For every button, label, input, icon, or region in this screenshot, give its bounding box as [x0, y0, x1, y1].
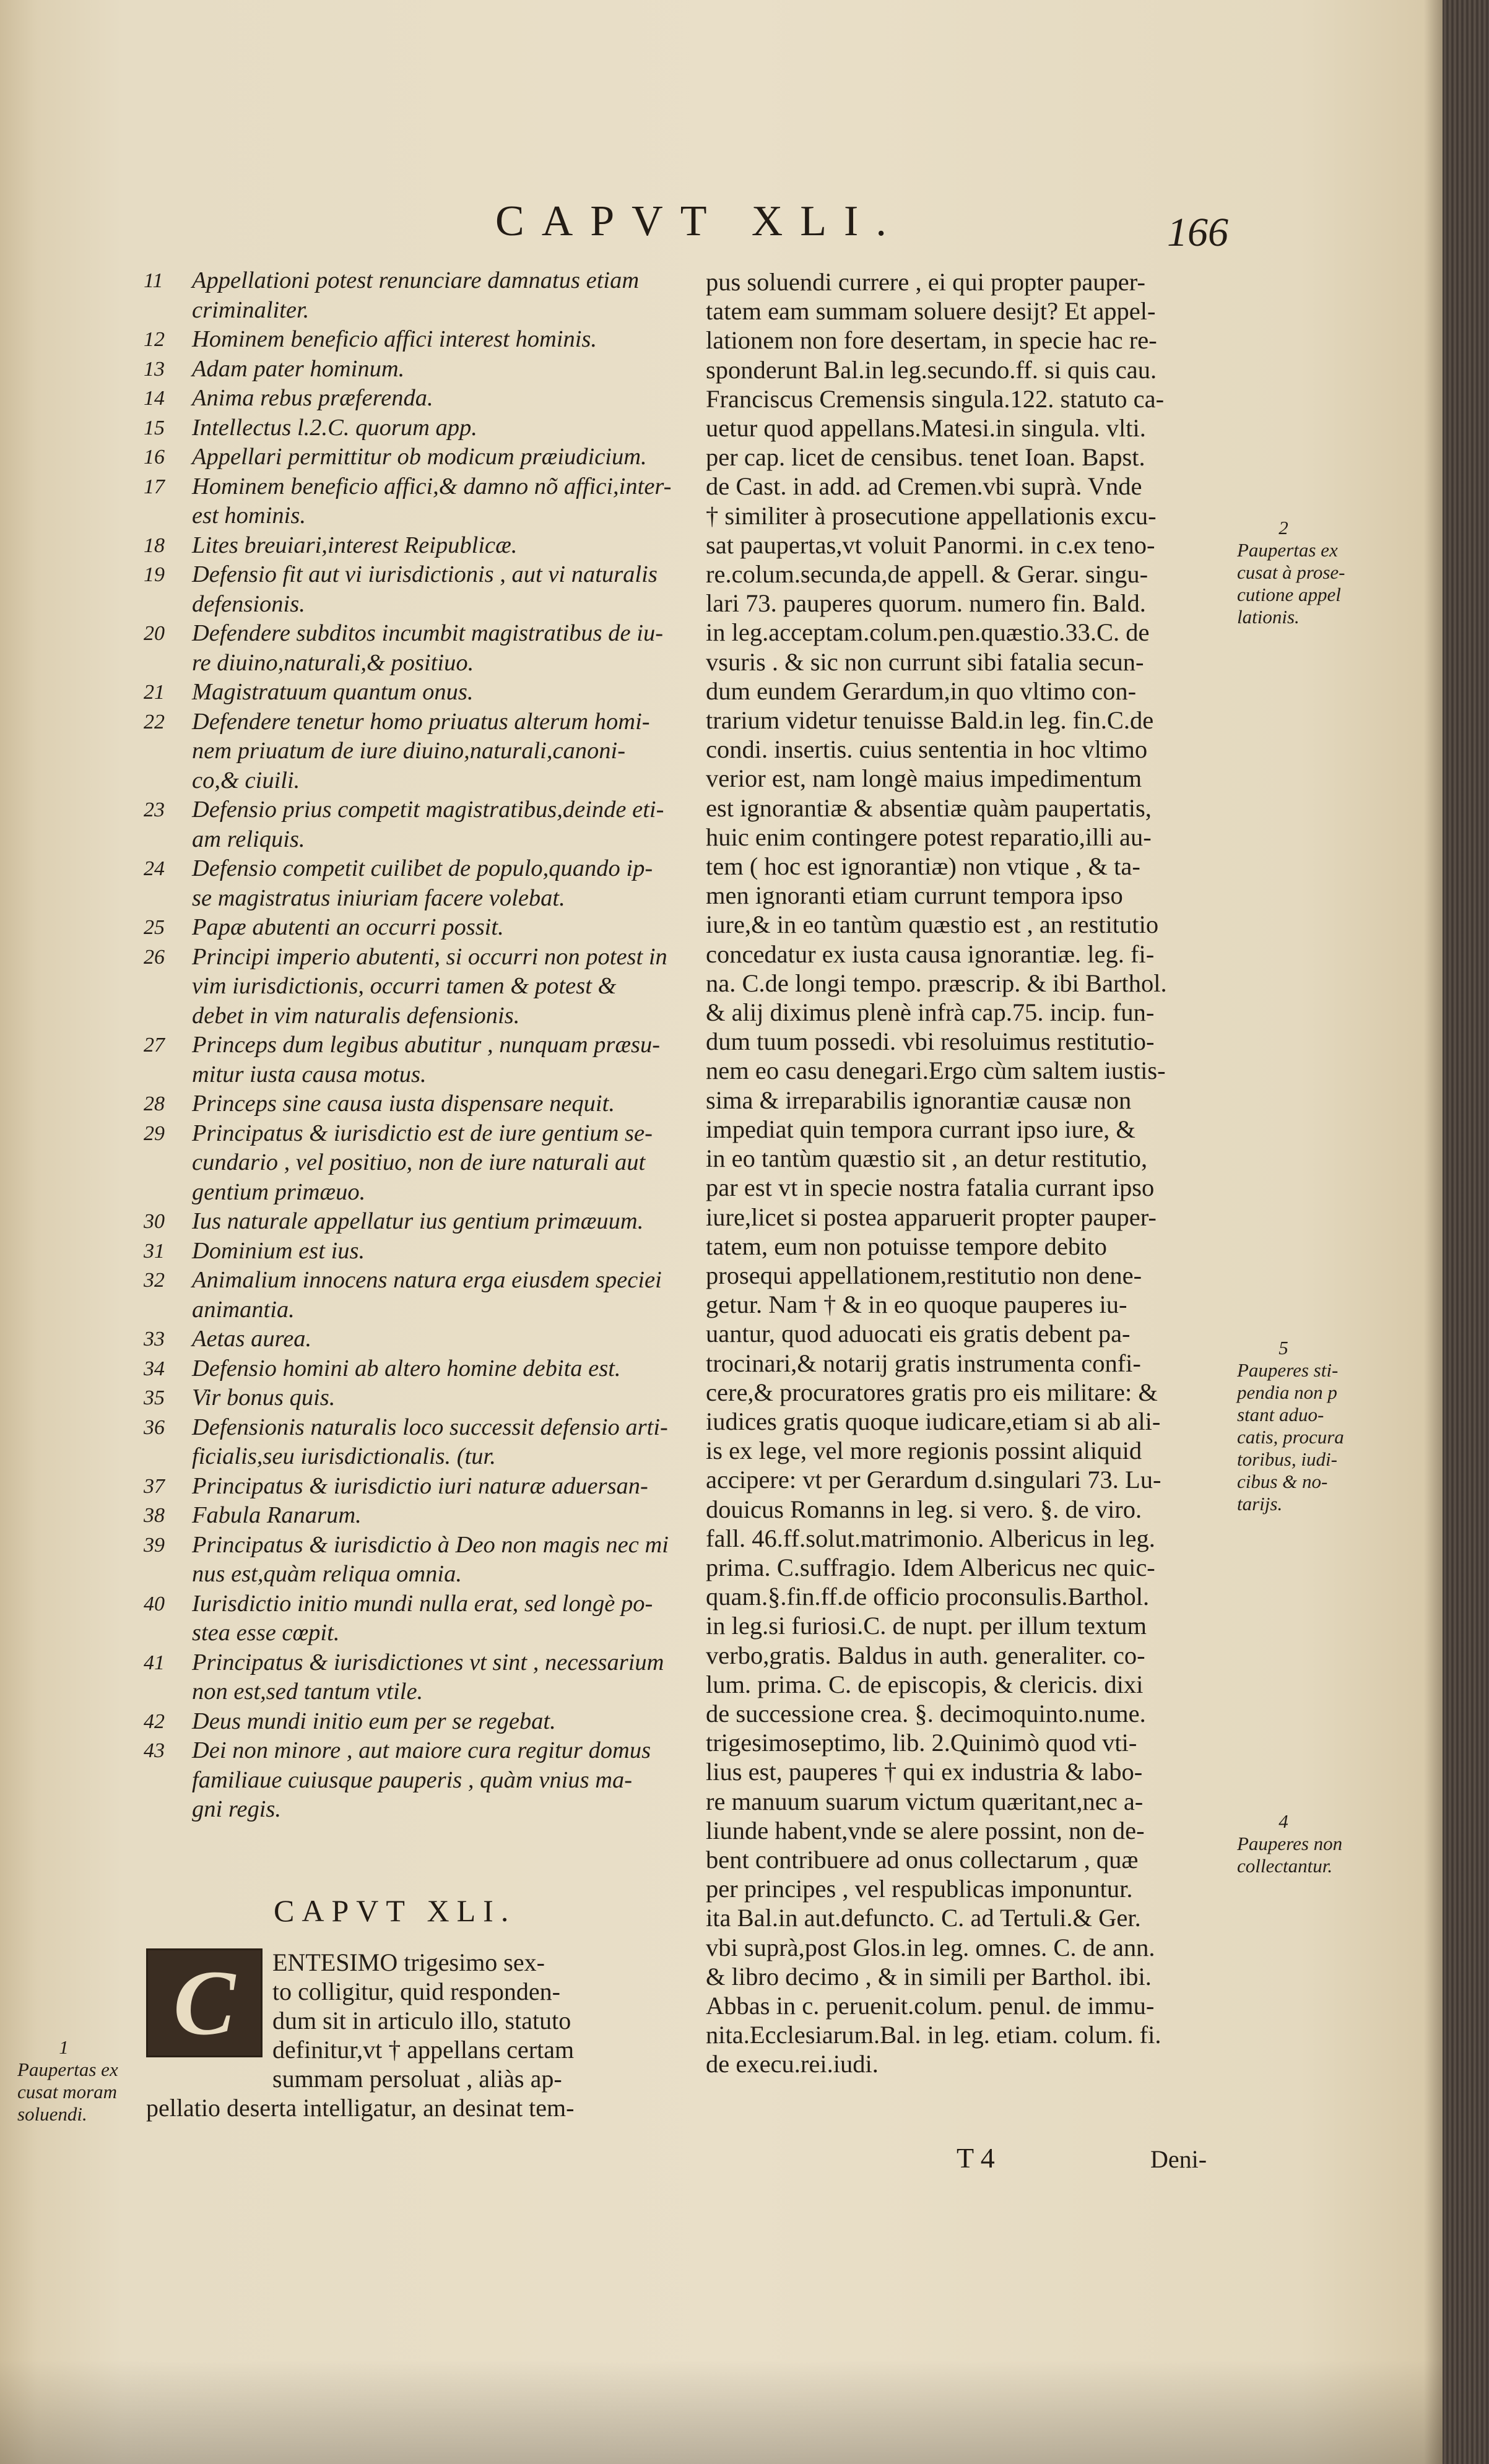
margin-note-line: Paupertas ex: [17, 2059, 118, 2080]
commentary-line: lationem non fore desertam, in specie hac re-: [706, 326, 1157, 355]
index-entry-number: 28: [144, 1092, 165, 1115]
index-entry: [144, 1001, 688, 1031]
commentary-line: verior est, nam longè maius impedimentum: [706, 764, 1142, 793]
margin-note-1: [17, 2036, 118, 2125]
commentary-line: sima & irreparabilis ignorantiæ causæ non: [706, 1086, 1132, 1114]
commentary-line: verbo,gratis. Baldus in auth. generaliter. co-: [706, 1641, 1145, 1669]
commentary-line: ita Bal.in aut.defuncto. C. ad Tertuli.& Ger.: [706, 1904, 1141, 1932]
commentary-line: tem ( hoc est ignorantiæ) non vtique , & ta-: [706, 852, 1140, 881]
index-entry: [144, 1589, 688, 1619]
commentary-line: concedatur ex iusta causa ignorantiæ. leg. fi-: [706, 940, 1155, 968]
index-entry-number: 36: [144, 1416, 165, 1439]
commentary-line: re.colum.secunda,de appell. & Gerar. singu-: [706, 560, 1148, 589]
index-entry-number: 38: [144, 1504, 165, 1527]
commentary-line: trocinari,& notarij gratis instrumenta confi-: [706, 1349, 1141, 1377]
index-entry: [144, 1766, 688, 1796]
index-entry-text: Defensio fit aut vi iurisdictionis , aut vi naturalis: [192, 561, 658, 587]
commentary-line: † similiter à prosecutione appellationis excu-: [706, 501, 1157, 530]
margin-note-line: tarijs.: [1237, 1493, 1283, 1515]
index-entry-number: 33: [144, 1328, 165, 1351]
commentary-line: pus soluendi currere , ei qui propter pauper-: [706, 268, 1145, 296]
index-entry-number: 19: [144, 563, 165, 586]
index-entry: [144, 737, 688, 766]
commentary-line: in leg.si furiosi.C. de nupt. per illum textum: [706, 1612, 1147, 1640]
commentary-line: iure,& in eo tantùm quæstio est , an restitutio: [706, 910, 1159, 939]
index-entry: [144, 590, 688, 620]
commentary-line: impediat quin tempora currant ipso iure, &: [706, 1115, 1135, 1143]
commentary-line: nem eo casu denegari.Ergo cùm saltem iustis-: [706, 1057, 1166, 1085]
margin-note-number: 1: [59, 2036, 69, 2058]
commentary-line: vbi suprà,post Glos.in leg. omnes. C. de ann.: [706, 1933, 1155, 1961]
commentary-line: prima. C.suffragio. Idem Albericus nec quic-: [706, 1553, 1155, 1581]
page-title: CAPVT XLI.: [495, 197, 904, 245]
index-entry-number: 41: [144, 1651, 165, 1674]
index-entry-text: Aetas aurea.: [192, 1326, 312, 1352]
index-entry-text: stea esse cœpit.: [192, 1620, 340, 1646]
index-entry-number: 17: [144, 475, 165, 498]
index-entry-text: am reliquis.: [192, 826, 305, 852]
commentary-line: liunde habent,vnde se alere possint, non de-: [706, 1816, 1145, 1844]
intro-line: summam persoluat , aliàs ap-: [272, 2065, 562, 2093]
commentary-line: accipere: vt per Gerardum d.singulari 73. Lu-: [706, 1466, 1161, 1494]
index-entry-text: mitur iusta causa motus.: [192, 1061, 427, 1087]
index-entry-text: re diuino,naturali,& positiuo.: [192, 649, 474, 676]
decorated-initial: [146, 1948, 263, 2057]
index-entry-text: ficialis,seu iurisdictionalis. (tur.: [192, 1443, 496, 1469]
index-entry-text: Dominium est ius.: [192, 1237, 365, 1264]
commentary-line: trarium videtur tenuisse Bald.in leg. fin.C.de: [706, 706, 1154, 735]
book-page-edges: [1443, 0, 1489, 2464]
commentary-line: cere,& procuratores gratis pro eis militare: &: [706, 1378, 1158, 1406]
summary-index-list: [144, 266, 688, 1825]
index-entry-number: 15: [144, 416, 165, 439]
index-entry: [144, 649, 688, 678]
index-entry-text: Principatus & iurisdictio est de iure gentium se-: [192, 1120, 653, 1146]
index-entry-text: Defendere tenetur homo priuatus alterum homi-: [192, 708, 650, 735]
index-entry: [144, 1795, 688, 1825]
index-entry-number: 26: [144, 945, 165, 969]
index-entry: [144, 472, 688, 502]
index-entry-text: Hominem beneficio affici interest hominis.: [192, 326, 597, 352]
commentary-line: tatem, eum non potuisse tempore debito: [706, 1232, 1107, 1260]
margin-note-line: cusat moram: [17, 2081, 118, 2103]
margin-note-number: 2: [1278, 517, 1288, 538]
index-entry-text: Deus mundi initio eum per se regebat.: [192, 1708, 556, 1734]
commentary-line: Franciscus Cremensis singula.122. statuto ca-: [706, 384, 1165, 413]
commentary-line: iure,licet si postea apparuerit propter pauper-: [706, 1203, 1157, 1231]
index-entry-text: cundario , vel positiuo, non de iure naturali aut: [192, 1149, 646, 1175]
index-entry-number: 18: [144, 534, 165, 557]
index-entry: [144, 943, 688, 972]
index-entry: [144, 1648, 688, 1678]
index-entry-text: defensionis.: [192, 590, 305, 617]
intro-line: to colligitur, quid responden-: [272, 1978, 560, 2005]
margin-note-number: 4: [1278, 1810, 1288, 1832]
running-header: [495, 197, 1238, 259]
commentary-line: douicus Romanns in leg. si vero. §. de viro.: [706, 1495, 1142, 1523]
margin-note-line: soluendi.: [17, 2103, 87, 2125]
index-entry-text: Principatus & iurisdictio à Deo non magis nec mi: [192, 1531, 669, 1558]
index-entry: [144, 884, 688, 914]
commentary-line: de successione crea. §. decimoquinto.nume.: [706, 1699, 1146, 1727]
margin-note-2: [1237, 517, 1345, 628]
index-entry-number: 24: [144, 857, 165, 880]
index-entry-number: 35: [144, 1386, 165, 1409]
index-entry: [144, 1354, 688, 1384]
index-entry: [144, 1472, 688, 1502]
index-entry-text: Appellationi potest renunciare damnatus etiam: [192, 267, 640, 293]
index-entry-text: se magistratus iniuriam facere volebat.: [192, 884, 565, 911]
commentary-line: per cap. licet de censibus. tenet Ioan. Bapst.: [706, 443, 1145, 472]
intro-line: ENTESIMO trigesimo sex-: [272, 1948, 545, 1976]
index-entry: [144, 1383, 688, 1413]
index-entry: [144, 854, 688, 884]
commentary-line: getur. Nam † & in eo quoque pauperes iu-: [706, 1290, 1127, 1319]
index-entry-number: 16: [144, 446, 165, 469]
index-entry: [144, 825, 688, 855]
index-entry-number: 21: [144, 681, 165, 704]
index-entry-number: 43: [144, 1739, 165, 1762]
index-entry: [144, 325, 688, 355]
index-entry-number: 31: [144, 1239, 165, 1263]
index-entry-text: Papæ abutenti an occurri possit.: [192, 914, 504, 940]
commentary-line: lum. prima. C. de episcopis, & clericis. dixi: [706, 1670, 1144, 1698]
intro-line: definitur,vt † appellans certam: [272, 2036, 575, 2064]
commentary-line: & alij diximus plenè infrà cap.75. incip. fun-: [706, 998, 1155, 1027]
index-entry-text: Princeps sine causa iusta dispensare nequit.: [192, 1091, 615, 1117]
index-entry: [144, 707, 688, 737]
index-entry: [144, 795, 688, 825]
index-entry-text: familiaue cuiusque pauperis , quàm vnius ma-: [192, 1766, 633, 1793]
commentary-line: nita.Ecclesiarum.Bal. in leg. etiam. colum. fi.: [706, 2021, 1161, 2049]
commentary-line: uantur, quod aduocati eis gratis debent pa-: [706, 1320, 1131, 1348]
index-entry: [144, 1060, 688, 1090]
index-entry-number: 13: [144, 357, 165, 381]
index-entry: [144, 913, 688, 943]
index-entry: [144, 1207, 688, 1237]
index-entry: [144, 501, 688, 531]
margin-note-4: [1237, 1810, 1342, 1877]
margin-note-line: Paupertas ex: [1237, 539, 1338, 561]
index-entry: [144, 266, 688, 296]
intro-line: pellatio deserta intelligatur, an desinat tem-: [146, 2094, 575, 2122]
commentary-line: huic enim contingere potest reparatio,illi au-: [706, 823, 1152, 851]
index-entry-text: gni regis.: [192, 1796, 282, 1822]
index-entry-number: 37: [144, 1474, 165, 1498]
index-entry-number: 22: [144, 710, 165, 733]
commentary-line: is ex lege, vel more regionis possint aliquid: [706, 1437, 1142, 1465]
commentary-line: bent contribuere ad onus collectarum , quæ: [706, 1845, 1139, 1874]
margin-note-line: toribus, iudi-: [1237, 1448, 1337, 1470]
commentary-line: par est vt in specie nostra fatalia currant ipso: [706, 1174, 1155, 1202]
margin-note-line: cutione appel: [1237, 584, 1341, 605]
commentary-line: uetur quod appellans.Matesi.in singula. vlti.: [706, 414, 1146, 443]
commentary-line: trigesimoseptimo, lib. 2.Quinimò quod vti-: [706, 1729, 1137, 1757]
commentary-line: re manuum suarum victum quæritant,nec a-: [706, 1787, 1144, 1815]
index-entry-number: 30: [144, 1210, 165, 1233]
commentary-line: sat paupertas,vt voluit Panormi. in c.ex teno-: [706, 530, 1155, 559]
index-entry-number: 40: [144, 1592, 165, 1615]
commentary-line: & libro decimo , & in simili per Barthol. ibi.: [706, 1962, 1152, 1991]
index-entry-number: 12: [144, 328, 165, 351]
commentary-line: condi. insertis. cuius sententia in hoc vltimo: [706, 735, 1148, 764]
index-entry-number: 14: [144, 387, 165, 410]
index-entry-text: Appellari permittitur ob modicum præiudicium.: [192, 444, 647, 470]
index-entry: [144, 1295, 688, 1325]
index-entry-number: 32: [144, 1269, 165, 1292]
index-entry: [144, 1560, 688, 1589]
index-entry: [144, 296, 688, 326]
index-entry: [144, 678, 688, 707]
commentary-line: lari 73. pauperes quorum. numero fin. Bald.: [706, 589, 1146, 618]
index-entry: [144, 1677, 688, 1707]
index-entry-text: non est,sed tantum vtile.: [192, 1679, 423, 1705]
index-entry-text: Dei non minore , aut maiore cura regitur domus: [192, 1737, 651, 1763]
index-entry-text: Intellectus l.2.C. quorum app.: [192, 414, 477, 441]
index-entry-number: 42: [144, 1710, 165, 1733]
margin-note-line: cusat à prose-: [1237, 561, 1345, 583]
index-entry-text: Fabula Ranarum.: [192, 1502, 362, 1528]
index-entry: [144, 1325, 688, 1354]
index-entry-text: vim iurisdictionis, occurri tamen & potest &: [192, 973, 617, 999]
index-entry-text: Principi imperio abutenti, si occurri non potest in: [192, 943, 667, 970]
index-entry-text: Magistratuum quantum onus.: [192, 679, 474, 705]
index-entry: [144, 1266, 688, 1295]
index-entry: [144, 1531, 688, 1560]
index-entry: [144, 972, 688, 1001]
index-entry: [144, 560, 688, 590]
index-entry-text: Adam pater hominum.: [192, 355, 405, 382]
index-entry-text: Animalium innocens natura erga eiusdem speciei: [192, 1267, 662, 1293]
index-entry-text: Principatus & iurisdictiones vt sint , necessarium: [192, 1649, 664, 1675]
commentary-line: tatem eam summam soluere desijt? Et appel-: [706, 297, 1156, 326]
page-number: 166: [1167, 210, 1228, 255]
index-entry: [144, 1119, 688, 1149]
commentary-line: men ignoranti etiam currunt tempora ipso: [706, 881, 1123, 910]
index-entry-text: Princeps dum legibus abutitur , nunquam præsu-: [192, 1032, 661, 1058]
index-entry-text: Defendere subditos incumbit magistratibus de iu-: [192, 620, 664, 646]
index-entry: [144, 1413, 688, 1443]
commentary-column: [706, 267, 1226, 2079]
commentary-line: sponderunt Bal.in leg.secundo.ff. si quis cau.: [706, 355, 1157, 384]
margin-note-line: collectantur.: [1237, 1855, 1333, 1877]
page-shadow: [0, 2290, 1443, 2464]
margin-note-line: Pauperes non: [1237, 1833, 1343, 1854]
commentary-line: lius est, pauperes † qui ex industria & labo-: [706, 1758, 1143, 1786]
commentary-line: na. C.de longi tempo. præscrip. & ibi Barthol.: [706, 969, 1167, 997]
index-entry: [144, 619, 688, 649]
index-entry: [144, 355, 688, 384]
index-entry-text: Iurisdictio initio mundi nulla erat, sed longè po-: [192, 1590, 653, 1617]
index-entry-number: 23: [144, 798, 165, 821]
commentary-line: est ignorantiæ & absentiæ quàm paupertatis,: [706, 793, 1152, 822]
index-entry-text: criminaliter.: [192, 296, 310, 323]
index-entry: [144, 766, 688, 796]
commentary-line: dum eundem Gerardum,in quo vltimo con-: [706, 677, 1137, 705]
margin-note-line: cibus & no-: [1237, 1471, 1328, 1492]
index-entry-text: Anima rebus præferenda.: [192, 385, 433, 411]
margin-note-line: catis, procura: [1237, 1426, 1344, 1448]
index-entry: [144, 413, 688, 443]
margin-note-line: Pauperes sti-: [1237, 1359, 1339, 1381]
index-entry-text: Defensio homini ab altero homine debita est.: [192, 1355, 621, 1381]
index-entry-number: 11: [144, 269, 163, 292]
index-entry-text: Hominem beneficio affici,& damno nõ affici,inter-: [192, 473, 672, 499]
index-entry-text: co,& ciuili.: [192, 767, 300, 793]
index-entry-text: debet in vim naturalis defensionis.: [192, 1002, 520, 1029]
index-entry: [144, 384, 688, 413]
index-entry: [144, 1501, 688, 1531]
commentary-line: vsuris . & sic non currunt sibi fatalia secun-: [706, 647, 1144, 676]
commentary-line: iudices gratis quoque iudicare,etiam si ab ali-: [706, 1407, 1161, 1435]
index-entry-number: 29: [144, 1122, 165, 1145]
index-entry-text: gentium primæuo.: [192, 1178, 366, 1205]
commentary-line: per principes , vel respublicas imponuntur.: [706, 1875, 1133, 1903]
index-entry: [144, 1089, 688, 1119]
index-entry: [144, 1442, 688, 1472]
index-entry-text: Defensio competit cuilibet de populo,quando ip-: [192, 855, 653, 881]
index-entry: [144, 1237, 688, 1266]
index-entry-text: Defensio prius competit magistratibus,deinde eti-: [192, 797, 664, 823]
index-entry: [144, 1619, 688, 1648]
index-entry-text: nem priuatum de iure diuino,naturali,canoni-: [192, 738, 626, 764]
index-entry-number: 34: [144, 1357, 165, 1380]
initial-letter: C: [173, 1952, 236, 2054]
commentary-line: Abbas in c. peruenit.colum. penul. de immu-: [706, 1991, 1155, 2020]
index-entry-number: 27: [144, 1034, 165, 1057]
margin-note-number: 5: [1278, 1337, 1288, 1359]
commentary-line: in eo tantùm quæstio sit , an detur restitutio,: [706, 1144, 1148, 1173]
index-entry: [144, 1736, 688, 1766]
index-entry: [144, 1178, 688, 1208]
margin-note-line: stant aduo-: [1237, 1404, 1324, 1425]
index-entry-text: Lites breuiari,interest Reipublicæ.: [192, 532, 518, 558]
index-entry: [144, 1031, 688, 1060]
commentary-line: de execu.rei.iudi.: [706, 2050, 879, 2078]
index-entry-text: nus est,quàm reliqua omnia.: [192, 1561, 462, 1587]
index-entry: [144, 531, 688, 561]
index-entry: [144, 443, 688, 472]
index-entry: [144, 1148, 688, 1178]
chapter-heading: CAPVT XLI.: [274, 1893, 516, 1928]
index-entry-number: 25: [144, 916, 165, 939]
index-entry-number: 20: [144, 622, 165, 645]
catchword: Deni-: [1150, 2145, 1207, 2173]
signature-mark: T 4: [957, 2142, 995, 2174]
margin-note-5: [1237, 1337, 1344, 1515]
index-entry-text: est hominis.: [192, 503, 306, 529]
index-entry-text: Ius naturale appellatur ius gentium primæuum.: [192, 1208, 644, 1234]
index-entry-text: Principatus & iurisdictio iuri naturæ aduersan-: [192, 1472, 648, 1499]
commentary-line: in leg.acceptam.colum.pen.quæstio.33.C. de: [706, 618, 1150, 647]
index-entry-text: Vir bonus quis.: [192, 1385, 336, 1411]
commentary-line: de Cast. in add. ad Cremen.vbi suprà. Vnde: [706, 472, 1142, 501]
gutter-shadow: [1424, 0, 1443, 2464]
margin-note-line: lationis.: [1237, 606, 1300, 628]
index-entry: [144, 1707, 688, 1737]
commentary-line: dum tuum possedi. vbi resoluimus restitutio-: [706, 1027, 1155, 1056]
index-entry-text: animantia.: [192, 1296, 295, 1323]
index-entry-text: Defensionis naturalis loco successit defensio arti-: [192, 1414, 668, 1440]
commentary-line: fall. 46.ff.solut.matrimonio. Albericus in leg.: [706, 1524, 1155, 1552]
margin-note-line: pendia non p: [1237, 1381, 1337, 1403]
commentary-line: prosequi appellationem,restitutio non dene-: [706, 1261, 1142, 1289]
index-entry-number: 39: [144, 1533, 165, 1557]
commentary-line: quam.§.fin.ff.de officio proconsulis.Barthol.: [706, 1583, 1150, 1611]
intro-line: dum sit in articulo illo, statuto: [272, 2007, 571, 2034]
